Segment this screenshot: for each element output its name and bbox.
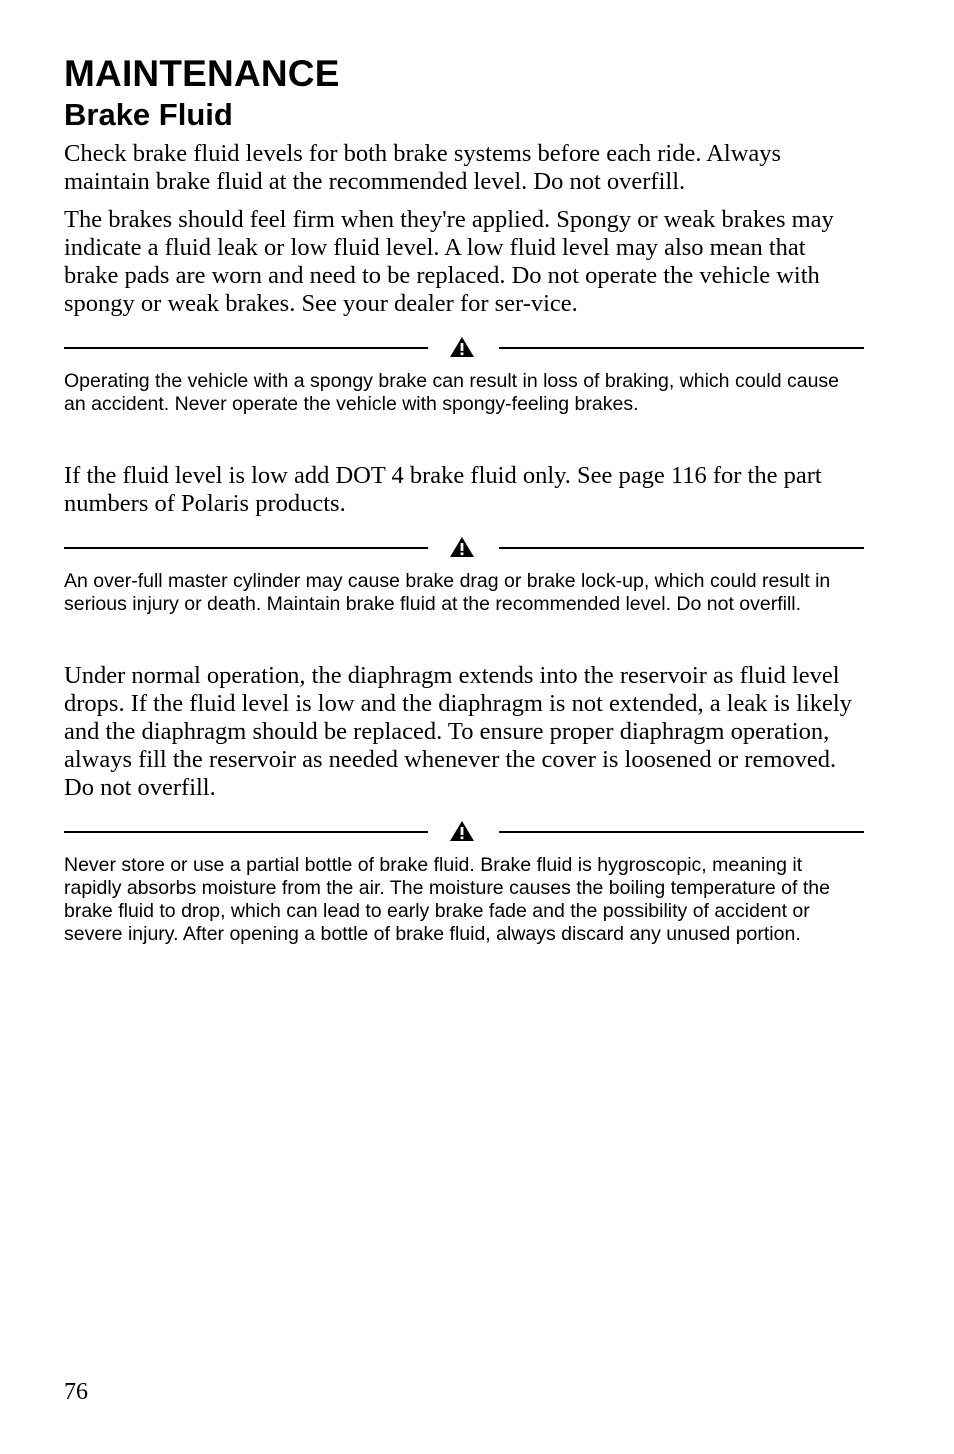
warning-triangle-icon xyxy=(449,536,475,558)
warning-text-spongy-brake: Operating the vehicle with a spongy brake can result in loss of braking, which could cause an accident. Never operate the vehicle with spongy-feeling brakes. xyxy=(64,370,840,415)
warning-divider xyxy=(64,336,864,360)
warning-divider xyxy=(64,820,864,844)
paragraph-check-levels: Check brake fluid levels for both brake systems before each ride. Always maintain brake fluid at the recommended level. Do not overfill. xyxy=(64,140,782,195)
page-number: 76 xyxy=(64,1379,88,1405)
warning-text-overfull-cylinder: An over-full master cylinder may cause brake drag or brake lock-up, which could result in serious injury or death. Maintain brake fluid at the recommended level. Do not overfill. xyxy=(64,570,831,615)
divider-line xyxy=(64,347,428,349)
section-title: MAINTENANCE xyxy=(64,53,340,94)
page-content xyxy=(64,52,864,992)
divider-line xyxy=(64,547,428,549)
divider-line xyxy=(499,831,864,833)
divider-line xyxy=(499,547,864,549)
paragraph-dot4-fluid: If the fluid level is low add DOT 4 brake fluid only. See page 116 for the part numbers of Polaris products. xyxy=(64,462,822,517)
page-title: Brake Fluid xyxy=(64,97,233,132)
paragraph-brake-feel: The brakes should feel firm when they're applied. Spongy or weak brakes may indicate a fluid leak or low fluid level. A low fluid level may also mean that brake pads are worn and need to be replaced. Do not operate the vehicle with spongy or weak brakes. See your dealer for ser-vice. xyxy=(64,206,834,317)
warning-text-partial-bottle: Never store or use a partial bottle of brake fluid. Brake fluid is hygroscopic, meaning it rapidly absorbs moisture from the air. The moisture causes the boiling temperature of the brake fluid to drop, which can lead to early brake fade and the possibility of accident or severe injury. After opening a bottle of brake fluid, always discard any unused portion. xyxy=(64,854,830,945)
warning-triangle-icon xyxy=(449,820,475,842)
divider-line xyxy=(64,831,428,833)
paragraph-diaphragm: Under normal operation, the diaphragm extends into the reservoir as fluid level drops. If the fluid level is low and the diaphragm is not extended, a leak is likely and the diaphragm should be replaced. To ensure proper diaphragm operation, always fill the reservoir as needed whenever the cover is loosened or removed. Do not overfill. xyxy=(64,662,852,801)
divider-line xyxy=(499,347,864,349)
warning-triangle-icon xyxy=(449,336,475,358)
warning-divider xyxy=(64,536,864,560)
